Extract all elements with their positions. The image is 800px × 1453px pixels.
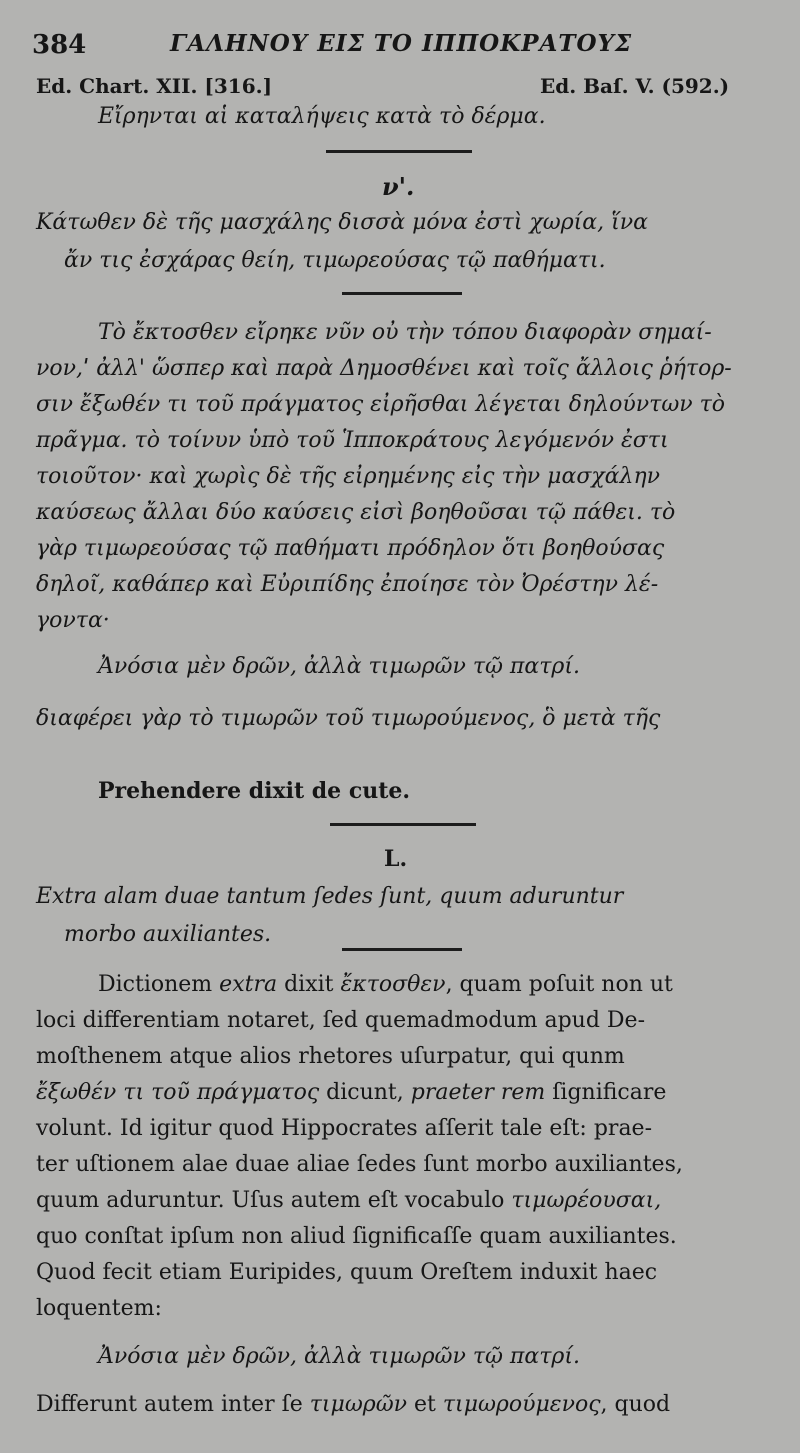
greek-commentary-line: γὰρ τιμωρεούσας τῷ παθήματι πρόδηλον ὅτι βοηθούσας bbox=[36, 536, 665, 561]
latin-aphorism-line: morbo auxiliantes. bbox=[64, 922, 272, 947]
greek-commentary-line: σιν ἔξωθέν τι τοῦ πράγματος εἰρῆσθαι λέγεται δηλούντων τὸ bbox=[36, 392, 726, 417]
greek-section-number: ν'. bbox=[382, 172, 415, 201]
greek-aphorism-line: ἄν τις ἐσχάρας θείη, τιμωρεούσας τῷ παθήματι. bbox=[64, 248, 606, 273]
greek-word: τιμωρούμενος bbox=[442, 1392, 601, 1417]
latin-commentary-line: Quod fecit etiam Euripides, quum Oreſtem induxit haec bbox=[36, 1260, 658, 1285]
latin-commentary-line: ter uſtionem alae duae aliae ſedes ſunt morbo auxiliantes, bbox=[36, 1152, 683, 1177]
running-head: ΓΑΛΗΝΟΥ ΕΙΣ ΤΟ ΙΠΠΟΚΡΑΤΟΥΣ bbox=[170, 30, 633, 57]
greek-commentary-line: νον,ˈ ἀλλ' ὥσπερ καὶ παρὰ Δημοσθένει καὶ τοῖς ἄλλοις ῥήτορ- bbox=[36, 356, 732, 381]
greek-last-line: διαφέρει γὰρ τὸ τιμωρῶν τοῦ τιμωρούμενος, ὃ μετὰ τῆς bbox=[36, 706, 661, 731]
greek-commentary-line: καύσεως ἄλλαι δύο καύσεις εἰσὶ βοηθοῦσαι τῷ πάθει. τὸ bbox=[36, 500, 676, 525]
text-run: dicunt, bbox=[319, 1080, 411, 1105]
text-run: quum aduruntur. Uſus autem eſt vocabulo bbox=[36, 1188, 512, 1213]
latin-commentary-line: volunt. Id igitur quod Hippocrates aſſerit tale eſt: prae- bbox=[36, 1116, 653, 1141]
latin-commentary-line bbox=[36, 1188, 661, 1213]
latin-commentary-line: quo conſtat ipſum non aliud ſignificaſſe quam auxiliantes. bbox=[36, 1224, 677, 1249]
greek-commentary-line: πρᾶγμα. τὸ τοίνυν ὑπὸ τοῦ Ἱπποκράτους λεγόμενόν ἐστι bbox=[36, 428, 669, 453]
divider-rule bbox=[342, 948, 462, 951]
text-run: , quam poſuit non ut bbox=[445, 972, 673, 997]
divider-rule bbox=[330, 823, 476, 826]
latin-commentary-line bbox=[36, 1080, 666, 1105]
italic-text-run: extra bbox=[219, 972, 278, 997]
text-run: Differunt autem inter ſe bbox=[36, 1392, 310, 1417]
latin-commentary-line: loci differentiam notaret, ſed quemadmodum apud De- bbox=[36, 1008, 646, 1033]
greek-commentary-line: γοντα· bbox=[36, 608, 110, 633]
greek-word: ἔκτοσθεν bbox=[340, 972, 446, 997]
edition-reference-right: Ed. Baſ. V. (592.) bbox=[540, 74, 730, 98]
text-run: Dictionem bbox=[98, 972, 220, 997]
greek-aphorism-line: Κάτωθεν δὲ τῆς μασχάλης δισσὰ μόνα ἐστὶ χωρία, ἵνα bbox=[36, 210, 648, 235]
text-run: dixit bbox=[277, 972, 341, 997]
greek-word: τιμωρέουσαι, bbox=[511, 1188, 662, 1213]
text-run: et bbox=[407, 1392, 443, 1417]
divider-rule bbox=[326, 150, 472, 153]
edition-reference-left: Ed. Chart. XII. [316.] bbox=[36, 74, 273, 98]
text-run: , quod bbox=[600, 1392, 671, 1417]
latin-last-line bbox=[36, 1392, 670, 1417]
greek-phrase: ἔξωθέν τι τοῦ πράγματος bbox=[36, 1080, 320, 1105]
latin-commentary-line bbox=[98, 972, 673, 997]
greek-first-line: Εἴρηνται αἱ καταλήψεις κατὰ τὸ δέρμα. bbox=[98, 104, 546, 129]
greek-commentary-line: δηλοῖ, καθάπερ καὶ Εὐριπίδης ἐποίησε τὸν Ὀρέστην λέ- bbox=[36, 572, 659, 597]
greek-commentary-line: τοιοῦτον· καὶ χωρὶς δὲ τῆς εἰρημένης εἰς τὴν μασχάλην bbox=[36, 464, 661, 489]
italic-text-run: praeter rem bbox=[410, 1080, 546, 1105]
greek-quote: Ἀνόσια μὲν δρῶν, ἀλλὰ τιμωρῶν τῷ πατρί. bbox=[98, 654, 580, 679]
latin-aphorism-line: Extra alam duae tantum ſedes ſunt, quum aduruntur bbox=[36, 884, 624, 909]
latin-commentary-line: moſthenem atque alios rhetores uſurpatur, qui qunm bbox=[36, 1044, 625, 1069]
latin-greek-quote: Ἀνόσια μὲν δρῶν, ἀλλὰ τιμωρῶν τῷ πατρί. bbox=[98, 1344, 580, 1369]
text-run: ſignificare bbox=[545, 1080, 667, 1105]
latin-first-line: Prehendere dixit de cute. bbox=[98, 778, 411, 804]
greek-word: τιμωρῶν bbox=[309, 1392, 408, 1417]
latin-commentary-line: loquentem: bbox=[36, 1296, 162, 1321]
greek-commentary-line: Τὸ ἔκτοσθεν εἴρηκε νῦν οὐ τὴν τόπου διαφορὰν σημαί- bbox=[98, 320, 712, 345]
page-number: 384 bbox=[32, 30, 87, 60]
divider-rule bbox=[342, 292, 462, 295]
latin-section-number: L. bbox=[384, 846, 408, 872]
